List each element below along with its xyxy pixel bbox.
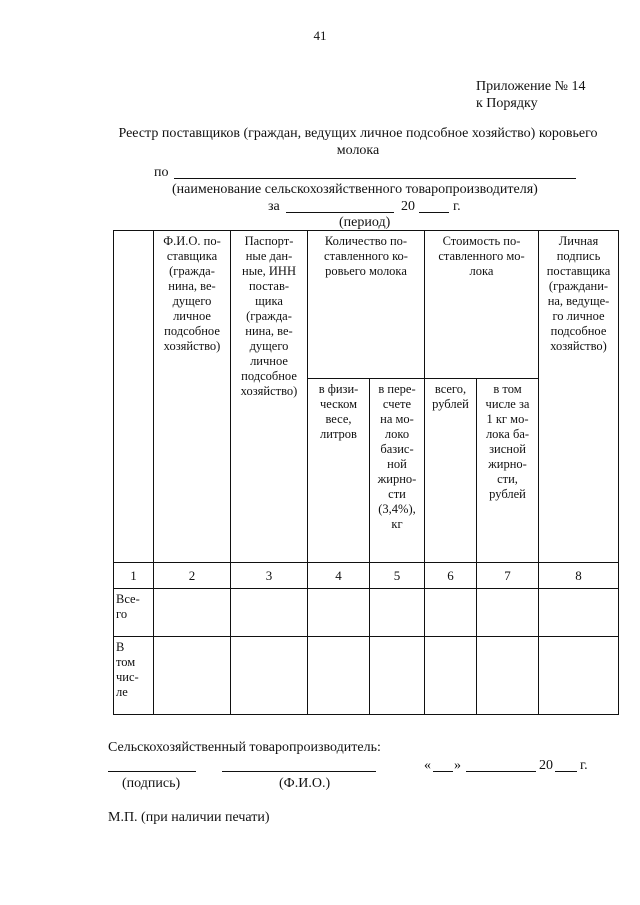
header-passport-inn: Паспорт- ные дан- ные, ИНН постав- щика (гражда- нина, ве- дущего личное подсобное хозяйство) [231,231,308,563]
column-number: 8 [539,563,619,589]
period-caption: (период) [339,215,391,230]
column-number: 2 [154,563,231,589]
fio-caption: (Ф.И.О.) [279,776,331,791]
date-open-quote: « [424,758,431,773]
column-number: 1 [114,563,154,589]
header-supplier-name: Ф.И.О. по- ставщика (гражда- нина, ве- дущего личное подсобное хозяйство) [154,231,231,563]
table-cell [477,589,539,637]
table-cell [425,589,477,637]
header-quantity-basic-fat: в пере- счете на мо- локо базис- ной жирно- сти (3,4%), кг [370,379,425,563]
period-line [286,212,394,213]
column-number: 3 [231,563,308,589]
table-cell [477,637,539,715]
table-row-including [114,637,619,715]
appendix-order: к Порядку [476,96,538,111]
producer-caption: (наименование сельскохозяйственного товаропроизводителя) [172,182,538,197]
signature-caption: (подпись) [122,776,181,791]
header-cost-per-kg: в том числе за 1 кг мо- лока ба- зисной жирно- сти, рублей [477,379,539,563]
table-cell [308,589,370,637]
producer-name-line [174,178,576,179]
fio-line [222,771,376,772]
header-cost-total: всего, рублей [425,379,477,563]
date-year-line [555,771,577,772]
column-number: 7 [477,563,539,589]
table-cell [425,637,477,715]
date-suffix: г. [580,758,588,773]
period-suffix: г. [453,199,461,214]
header-quantity-group: Количество по- ставленного ко- ровьего молока [308,231,425,379]
column-number: 4 [308,563,370,589]
table-cell [154,637,231,715]
appendix-reference [476,78,586,112]
producer-label: Сельскохозяйственный товаропроизводитель: [108,740,381,755]
row-label-including: В том чис- ле [114,637,154,715]
table-cell [154,589,231,637]
stamp-note: М.П. (при наличии печати) [108,810,270,825]
date-close-quote: » [454,758,461,773]
signature-line [108,771,196,772]
table-cell [539,637,619,715]
year-line [419,212,449,213]
period-prefix: за [268,199,280,214]
date-year: 20 [539,758,553,773]
document-title: Реестр поставщиков (граждан, ведущих личное подсобное хозяйство) коровьего молока [118,126,598,158]
column-number: 5 [370,563,425,589]
header-col-1-empty [114,231,154,563]
appendix-number: Приложение № 14 [476,79,586,94]
for-prefix: по [154,165,169,180]
table-cell [370,589,425,637]
header-signature: Личная подпись поставщика (граждани- на, ведуще- го личное подсобное хозяйство) [539,231,619,563]
page-number: 41 [313,28,327,43]
date-day-line [433,771,453,772]
table-cell [539,589,619,637]
table-row-total [114,589,619,637]
table-cell [370,637,425,715]
period-year: 20 [401,199,415,214]
table-cell [231,589,308,637]
header-quantity-physical: в физи- ческом весе, литров [308,379,370,563]
table-cell [308,637,370,715]
date-month-line [466,771,536,772]
column-number: 6 [425,563,477,589]
header-cost-group: Стоимость по- ставленного мо- лока [425,231,539,379]
supplier-register-table [113,230,619,715]
table-cell [231,637,308,715]
row-label-total: Все- го [114,589,154,637]
column-numbers-row [114,563,619,589]
